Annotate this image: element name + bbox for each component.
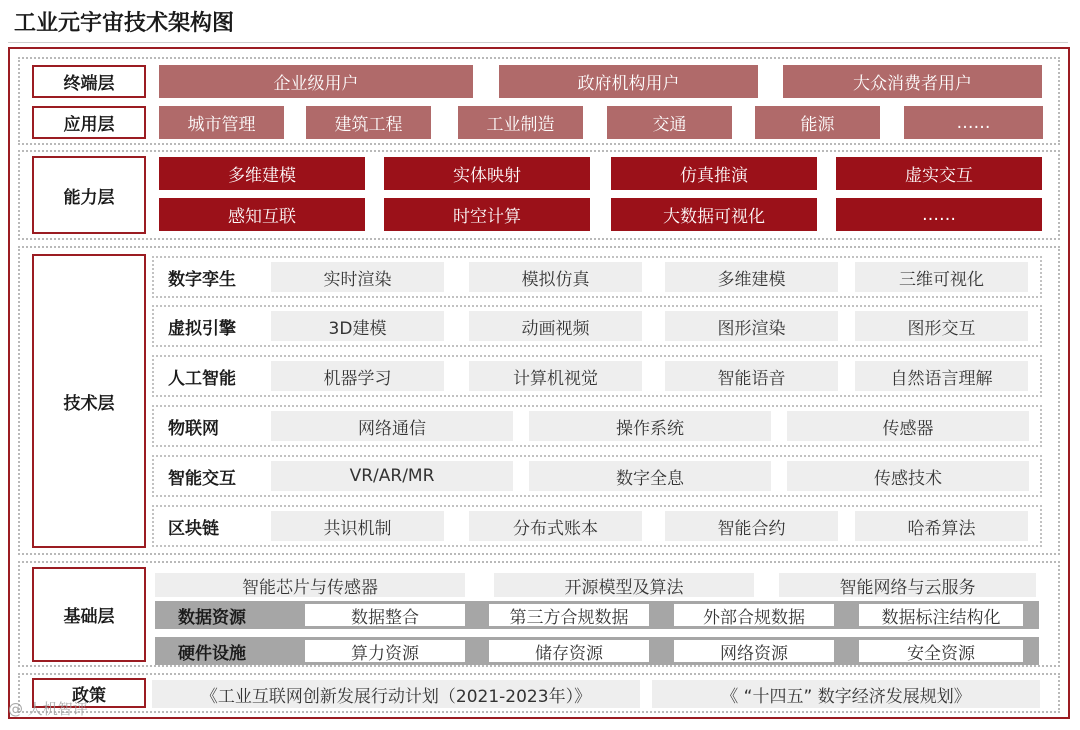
tech-item: 三维可视化 <box>855 262 1028 292</box>
tech-item: 共识机制 <box>271 511 444 541</box>
tech-item: 操作系统 <box>529 411 771 441</box>
title-divider <box>8 42 1068 43</box>
tech-item: 图形交互 <box>855 311 1028 341</box>
tech-row-label: 虚拟引擎 <box>168 318 236 339</box>
application-item: 能源 <box>755 106 880 139</box>
tech-item: 3D建模 <box>271 311 444 341</box>
tech-item: 多维建模 <box>665 262 838 292</box>
data-resource-item: 第三方合规数据 <box>489 604 649 626</box>
terminal-item: 大众消费者用户 <box>783 65 1042 98</box>
hardware-item: 网络资源 <box>674 640 834 662</box>
foundation-item: 开源模型及算法 <box>494 573 754 597</box>
tech-item: 动画视频 <box>469 311 642 341</box>
page-title: 工业元宇宙技术架构图 <box>14 11 235 36</box>
data-resource-item: 外部合规数据 <box>674 604 834 626</box>
capability-item: …… <box>836 198 1042 231</box>
tech-item: 智能合约 <box>665 511 838 541</box>
tech-item: 分布式账本 <box>469 511 642 541</box>
tech-item: 传感器 <box>787 411 1029 441</box>
watermark: @ 人机智评 <box>8 700 88 718</box>
capability-layer-label: 能力层 <box>32 156 146 234</box>
application-item: 工业制造 <box>458 106 583 139</box>
capability-item: 虚实交互 <box>836 157 1042 190</box>
tech-item: 传感技术 <box>787 461 1029 491</box>
policy-label: 政策 <box>32 678 146 708</box>
capability-item: 仿真推演 <box>611 157 817 190</box>
application-item: 建筑工程 <box>306 106 431 139</box>
data-resource-item: 数据标注结构化 <box>859 604 1023 626</box>
application-item: …… <box>904 106 1043 139</box>
capability-item: 多维建模 <box>159 157 365 190</box>
foundation-layer-label: 基础层 <box>32 567 146 662</box>
data-resources-label: 数据资源 <box>178 607 246 628</box>
foundation-item: 智能芯片与传感器 <box>155 573 465 597</box>
tech-item: 智能语音 <box>665 361 838 391</box>
application-item: 交通 <box>607 106 732 139</box>
tech-item: 哈希算法 <box>855 511 1028 541</box>
tech-item: 图形渲染 <box>665 311 838 341</box>
tech-row-label: 智能交互 <box>168 468 236 489</box>
technology-layer-label: 技术层 <box>32 254 146 548</box>
hardware-item: 安全资源 <box>859 640 1023 662</box>
hardware-label: 硬件设施 <box>178 643 246 664</box>
tech-item: 数字全息 <box>529 461 771 491</box>
tech-row-label: 人工智能 <box>168 368 236 389</box>
terminal-item: 政府机构用户 <box>499 65 758 98</box>
tech-item: 实时渲染 <box>271 262 444 292</box>
tech-item: 计算机视觉 <box>469 361 642 391</box>
tech-item: 网络通信 <box>271 411 513 441</box>
capability-item: 实体映射 <box>384 157 590 190</box>
foundation-item: 智能网络与云服务 <box>779 573 1036 597</box>
tech-row-label: 区块链 <box>168 518 219 539</box>
capability-item: 大数据可视化 <box>611 198 817 231</box>
policy-item: 《工业互联网创新发展行动计划（2021-2023年）》 <box>152 680 640 708</box>
tech-row-label: 数字孪生 <box>168 269 236 290</box>
terminal-layer-label: 终端层 <box>32 65 146 98</box>
capability-item: 感知互联 <box>159 198 365 231</box>
tech-item: VR/AR/MR <box>271 461 513 491</box>
policy-item: 《 “十四五” 数字经济发展规划》 <box>652 680 1040 708</box>
tech-item: 自然语言理解 <box>855 361 1028 391</box>
application-item: 城市管理 <box>159 106 284 139</box>
capability-item: 时空计算 <box>384 198 590 231</box>
tech-item: 机器学习 <box>271 361 444 391</box>
terminal-item: 企业级用户 <box>159 65 473 98</box>
tech-row-label: 物联网 <box>168 418 219 439</box>
application-layer-label: 应用层 <box>32 106 146 139</box>
data-resource-item: 数据整合 <box>305 604 465 626</box>
hardware-item: 储存资源 <box>489 640 649 662</box>
tech-item: 模拟仿真 <box>469 262 642 292</box>
hardware-item: 算力资源 <box>305 640 465 662</box>
